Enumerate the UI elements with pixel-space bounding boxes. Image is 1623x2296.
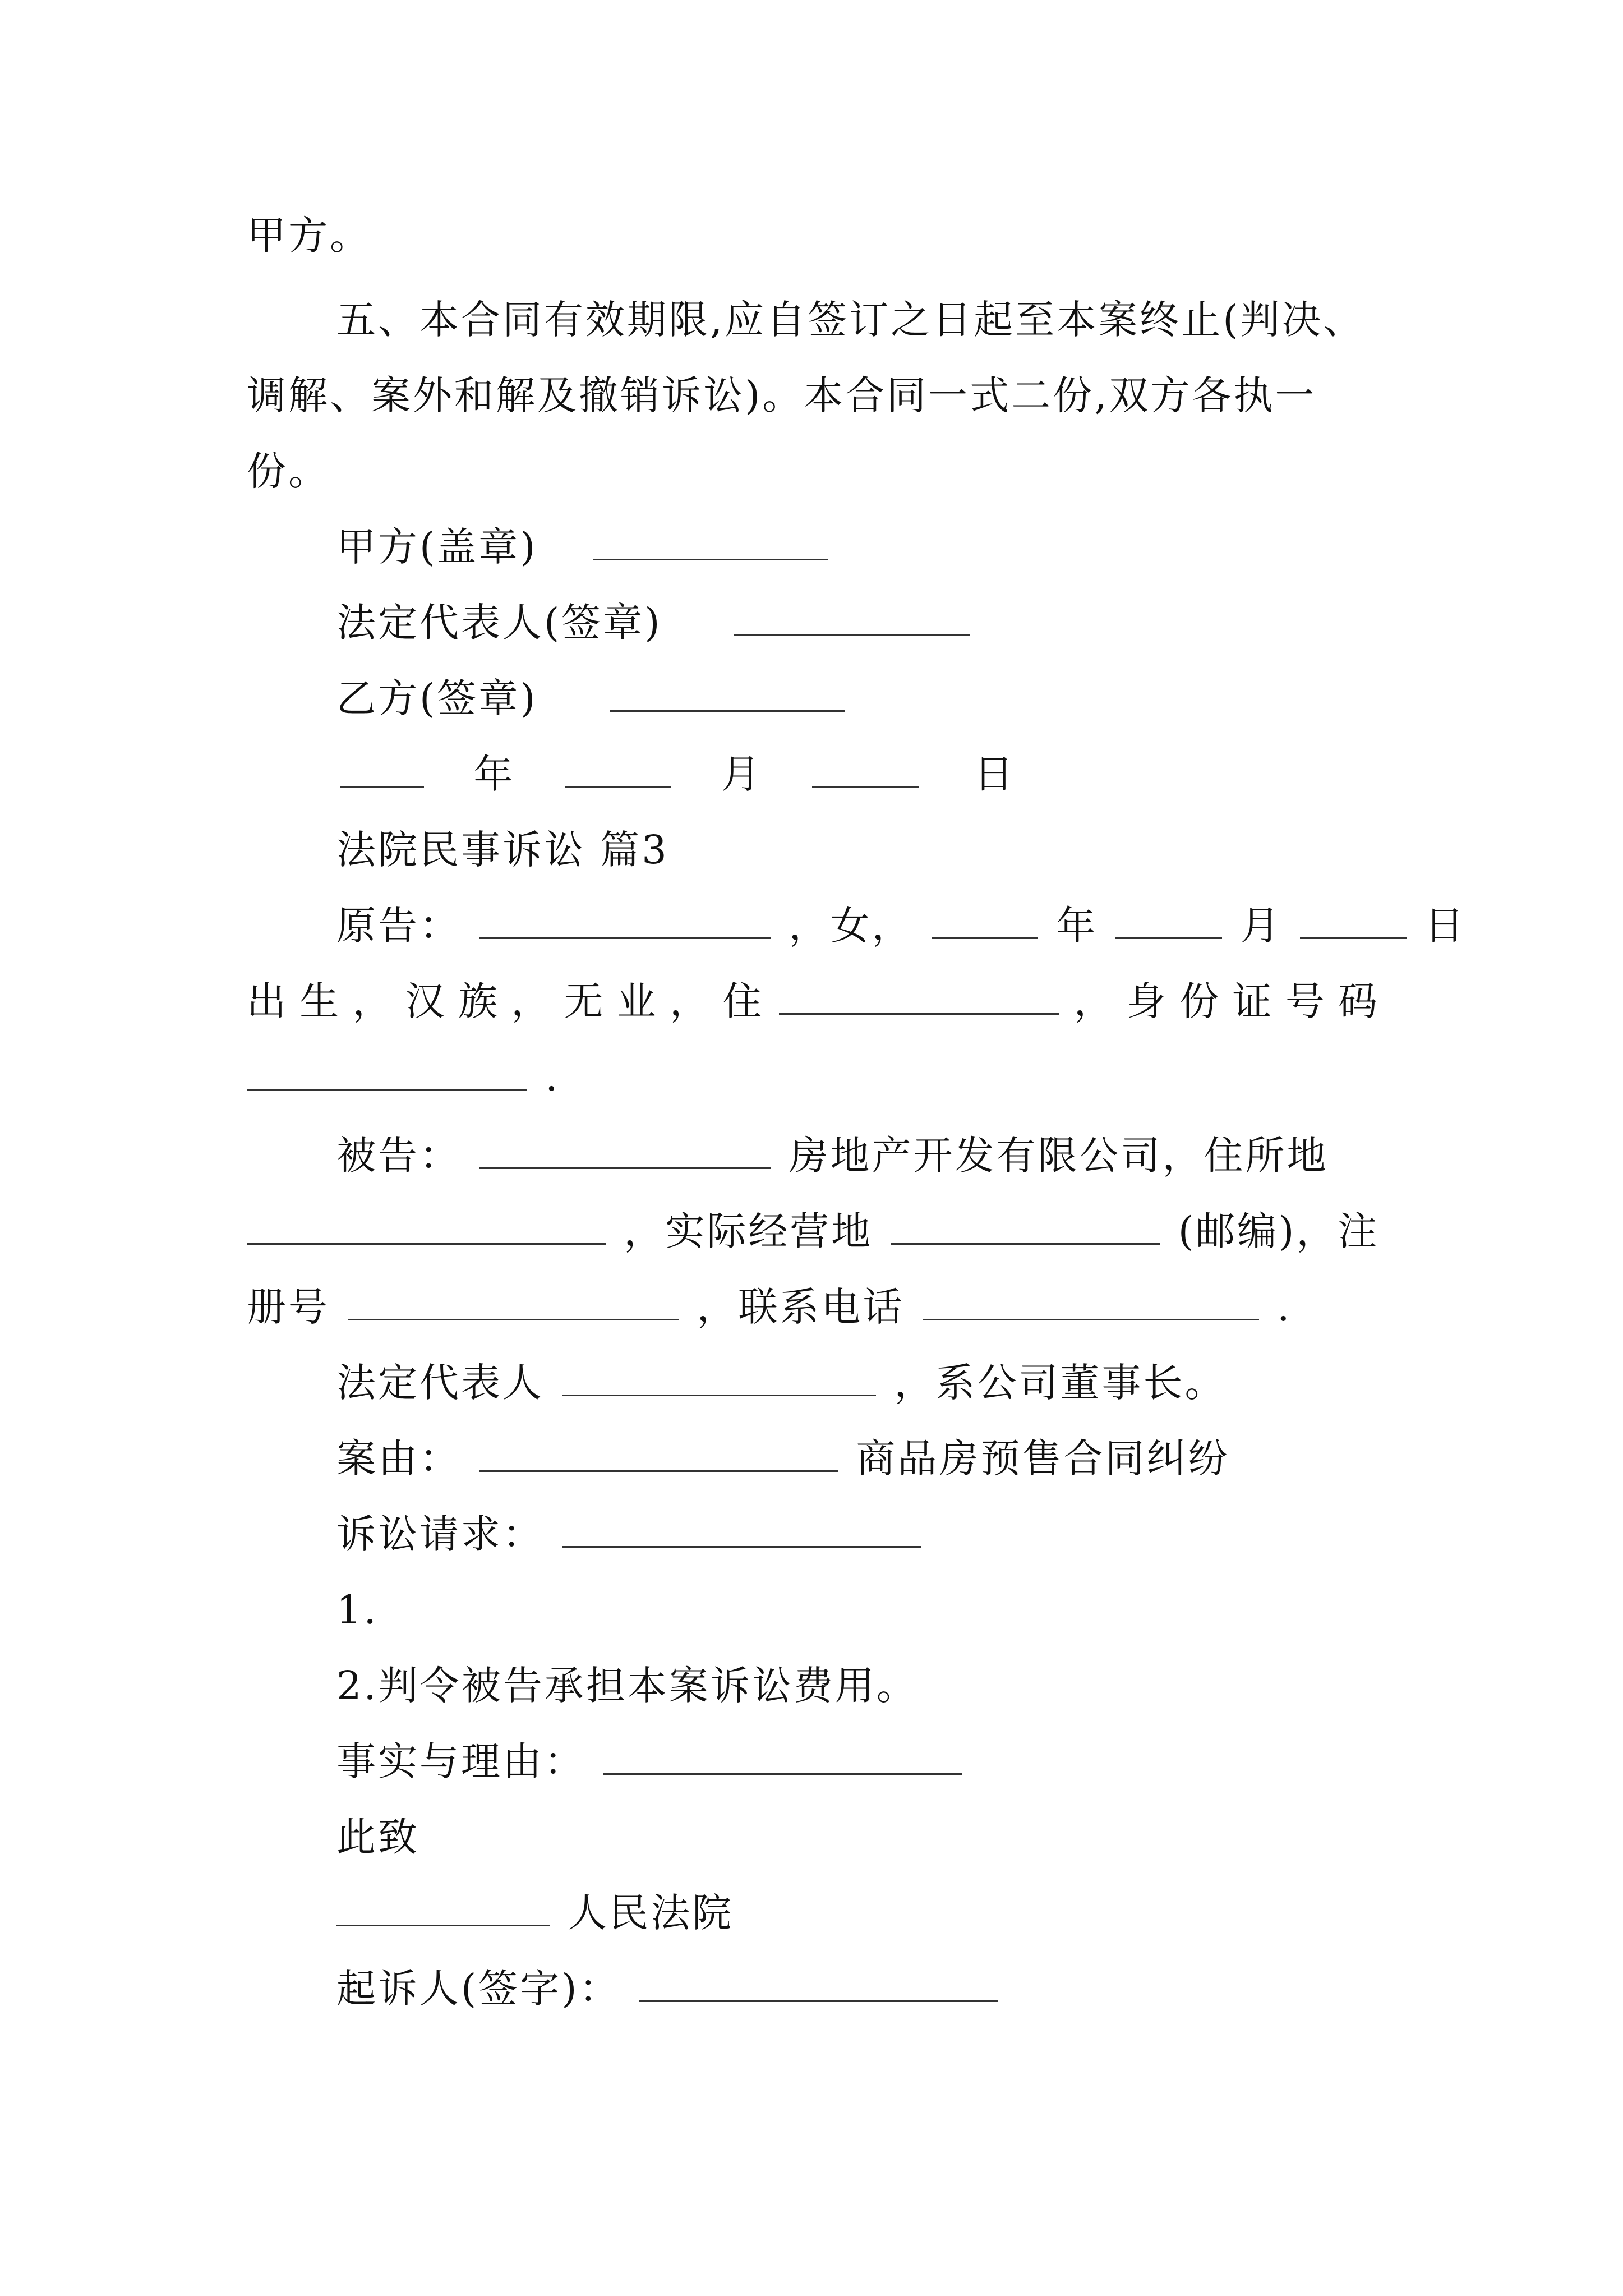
date-line	[336, 740, 1380, 808]
blank-field	[562, 1355, 876, 1396]
plaintiff-month-label: 月	[1240, 903, 1282, 949]
to-line	[336, 1803, 1380, 1871]
claim-1	[336, 1576, 1380, 1644]
blank-field	[603, 1734, 962, 1775]
text-line	[247, 202, 1380, 269]
legal-rep-tail: ，系公司董事长。	[894, 1360, 1227, 1406]
defendant-label: 被告：	[336, 1133, 461, 1179]
text-char: ，	[352, 978, 394, 1024]
text-char: ，	[1073, 978, 1115, 1024]
signature-label: 甲方(盖章)	[336, 524, 538, 570]
period: .	[545, 1054, 560, 1100]
court-text: 人民法院	[568, 1890, 734, 1936]
signer-label: 起诉人(签字)：	[336, 1966, 621, 2012]
defendant-line-1	[336, 1122, 1380, 1189]
blank-field	[593, 519, 828, 560]
text-char: 身	[1127, 978, 1168, 1024]
line-text: 调解、案外和解及撤销诉讼)。本合同一式二份,双方各执一	[247, 372, 1317, 418]
line-text: 五、本合同有效期限,应自签订之日起至本案终止(判决、	[336, 297, 1365, 343]
blank-field	[247, 1050, 527, 1091]
claims-label: 诉讼请求：	[336, 1511, 544, 1557]
blank-field	[1300, 898, 1407, 939]
period: .	[1277, 1284, 1292, 1330]
facts-label: 事实与理由：	[336, 1738, 585, 1784]
date-month-label: 月	[721, 751, 763, 797]
claim-2	[336, 1652, 1380, 1719]
text-char: 汉	[405, 978, 447, 1024]
text-char: 号	[1285, 978, 1327, 1024]
blank-field	[479, 898, 771, 939]
blank-field	[336, 1885, 550, 1926]
plaintiff-line-1	[336, 892, 1467, 959]
line-text: 份。	[247, 448, 330, 494]
blank-field	[1115, 898, 1222, 939]
date-year-label: 年	[473, 751, 515, 797]
blank-field	[562, 1507, 921, 1548]
plaintiff-line-2	[247, 968, 1380, 1035]
text-char: 证	[1232, 978, 1274, 1024]
text-char: 族	[458, 978, 500, 1024]
blank-field	[779, 974, 1059, 1015]
text-line	[336, 286, 1380, 353]
signature-label: 法定代表人(签章)	[336, 600, 662, 646]
signature-party-a	[336, 513, 1380, 581]
signature-party-b	[336, 665, 1380, 732]
text-char: 码	[1338, 978, 1380, 1024]
facts-line	[336, 1728, 1380, 1795]
cause-label: 案由：	[336, 1435, 461, 1481]
line-text: 甲方。	[247, 213, 371, 259]
text-char: 业	[616, 978, 658, 1024]
blank-field	[479, 1431, 838, 1472]
text-char: ，	[670, 978, 711, 1024]
claim-text: 2.判令被告承担本案诉讼费用。	[336, 1663, 918, 1709]
plaintiff-label: 原告：	[336, 903, 461, 949]
section-title-text: 法院民事诉讼 篇3	[336, 827, 669, 873]
signer-line	[336, 1955, 1380, 2022]
text-char: 住	[722, 978, 764, 1024]
section-title	[336, 816, 1380, 884]
defendant-line-3	[247, 1273, 1380, 1341]
blank-field	[734, 595, 970, 636]
text-char: 无	[564, 978, 606, 1024]
defendant-phone-label: ，联系电话	[697, 1284, 905, 1330]
plaintiff-day-label: 日	[1424, 903, 1467, 949]
defendant-actual-label: ，实际经营地	[624, 1208, 873, 1254]
blank-field	[340, 747, 424, 788]
signature-legal-rep	[336, 589, 1380, 656]
date-day-label: 日	[974, 751, 1016, 797]
blank-field	[479, 1128, 771, 1169]
blank-field	[923, 1280, 1259, 1320]
plaintiff-line-3	[247, 1043, 1380, 1111]
cause-line	[336, 1425, 1380, 1492]
plaintiff-gender: ，女，	[789, 903, 914, 949]
defendant-postcode-label: (邮编)，注	[1178, 1208, 1380, 1254]
legal-rep-line	[336, 1349, 1380, 1416]
blank-field	[610, 671, 845, 712]
plaintiff-year-label: 年	[1056, 903, 1098, 949]
legal-rep-label: 法定代表人	[336, 1360, 544, 1406]
to-label: 此致	[336, 1814, 419, 1860]
blank-field	[891, 1204, 1160, 1245]
defendant-line-2	[247, 1198, 1380, 1265]
text-char: 出	[247, 978, 288, 1024]
defendant-company-text: 房地产开发有限公司，住所地	[789, 1133, 1329, 1179]
text-line	[247, 438, 1380, 505]
text-char: 份	[1179, 978, 1221, 1024]
blank-field	[812, 747, 919, 788]
blank-field	[639, 1961, 998, 2002]
claim-text: 1.	[336, 1587, 379, 1633]
text-char: ，	[511, 978, 553, 1024]
blank-field	[247, 1204, 606, 1245]
blank-field	[348, 1280, 679, 1320]
blank-field	[565, 747, 671, 788]
cause-text: 商品房预售合同纠纷	[856, 1435, 1230, 1481]
claims-line	[336, 1501, 1380, 1568]
court-line	[336, 1879, 1380, 1947]
text-char: 生	[299, 978, 342, 1024]
blank-field	[932, 898, 1038, 939]
defendant-reg-label: 册号	[247, 1284, 330, 1330]
text-line	[247, 362, 1380, 429]
signature-label: 乙方(签章)	[336, 675, 538, 721]
